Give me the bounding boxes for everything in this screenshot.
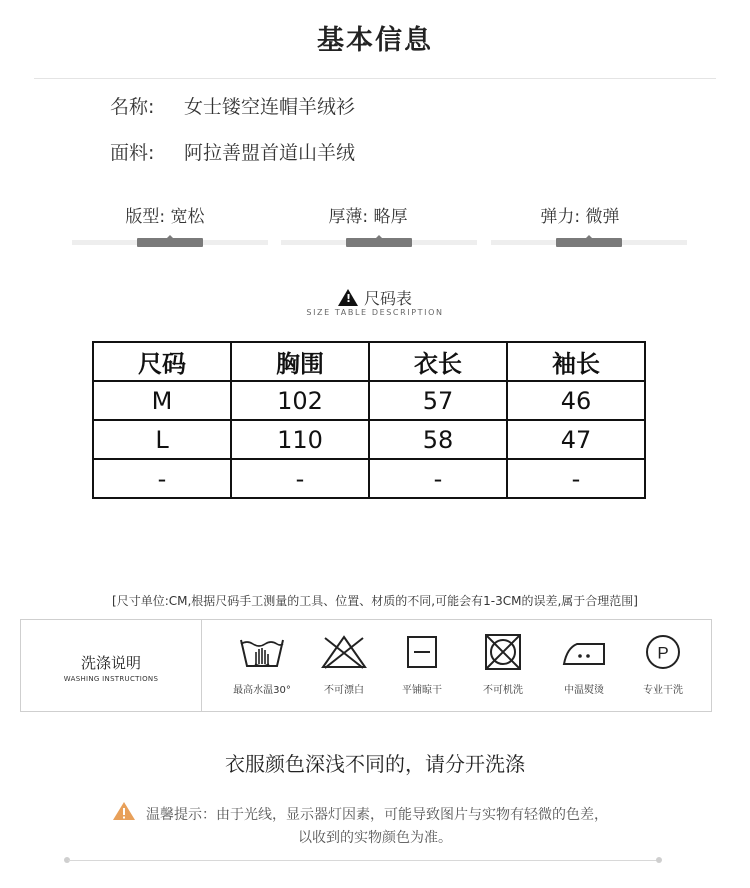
warning-icon [338,289,358,306]
spec-elasticity-notch [585,235,593,239]
spec-elasticity-bar [491,240,687,245]
wash-label: 中温熨烫 [564,685,604,696]
info-label: 面料: [110,142,155,164]
wash-label: 专业干洗 [643,685,683,696]
no-machine-wash-icon [478,634,528,670]
spec-fit-notch [166,235,174,239]
wash-label: 最高水温30° [233,685,291,696]
table-cell: 102 [231,381,369,420]
info-row-fabric [110,138,355,165]
bottom-line-dot-right [656,857,662,863]
info-value: 女士镂空连帽羊绒衫 [184,96,356,118]
spec-fit-bar [72,240,268,245]
flat-dry-icon [397,634,447,670]
spec-thickness-label: 厚薄: 略厚 [328,207,408,227]
washing-subtitle: WASHING INSTRUCTIONS [63,675,159,683]
table-header-row [93,342,645,381]
title-divider [34,78,716,79]
wash-basin-icon [237,634,287,670]
table-cell: - [369,459,507,498]
table-header: 尺码 [93,342,231,381]
info-row-name [110,92,355,119]
size-table-heading [0,286,750,309]
size-table-subheading: SIZE TABLE DESCRIPTION [306,308,444,317]
caution-icon [112,801,136,821]
professional-dry-clean-icon [638,634,688,670]
wash-label: 不可漂白 [324,685,364,696]
table-row [93,420,645,459]
wash-label: 不可机洗 [483,685,523,696]
table-cell: - [93,459,231,498]
table-cell: 46 [507,381,645,420]
table-cell: 47 [507,420,645,459]
table-header: 袖长 [507,342,645,381]
table-cell: 110 [231,420,369,459]
size-table-title: 尺码表 [363,289,412,308]
info-value: 阿拉善盟首道山羊绒 [184,142,356,164]
size-table [92,341,646,499]
washing-instructions-panel [20,619,712,712]
iron-medium-icon [559,634,609,670]
table-row [93,459,645,498]
table-cell: M [93,381,231,420]
tip-line-1: 温馨提示：由于光线，显示器灯因素，可能导致图片与实物有轻微的色差， [146,807,608,823]
wash-label: 平铺晾干 [402,685,442,696]
table-cell: 58 [369,420,507,459]
spec-fit-indicator [137,238,203,247]
washing-divider [201,620,202,711]
info-label: 名称: [110,96,155,118]
table-cell: - [231,459,369,498]
table-row [93,381,645,420]
table-header: 胸围 [231,342,369,381]
bottom-divider [68,860,660,861]
no-bleach-icon [319,634,369,670]
page-title: 基本信息 [317,25,433,56]
table-cell: L [93,420,231,459]
tip-line-2: 以收到的实物颜色为准。 [298,830,452,846]
table-cell: 57 [369,381,507,420]
dry-clean-glyph: P [657,643,669,663]
measurement-note: [尺寸单位:CM,根据尺码手工测量的工具、位置、材质的不同,可能会有1-3CM的误差,属于合理范围] [112,594,638,608]
spec-elasticity-indicator [556,238,622,247]
spec-thickness-bar [281,240,477,245]
table-cell: - [507,459,645,498]
color-separate-notice: 衣服颜色深浅不同的，请分开洗涤 [225,752,525,776]
washing-title: 洗涤说明 [80,654,141,672]
spec-elasticity-label: 弹力: 微弹 [540,207,620,227]
table-header: 衣长 [369,342,507,381]
spec-fit-label: 版型: 宽松 [125,207,205,227]
spec-thickness-notch [375,235,383,239]
spec-thickness-indicator [346,238,412,247]
